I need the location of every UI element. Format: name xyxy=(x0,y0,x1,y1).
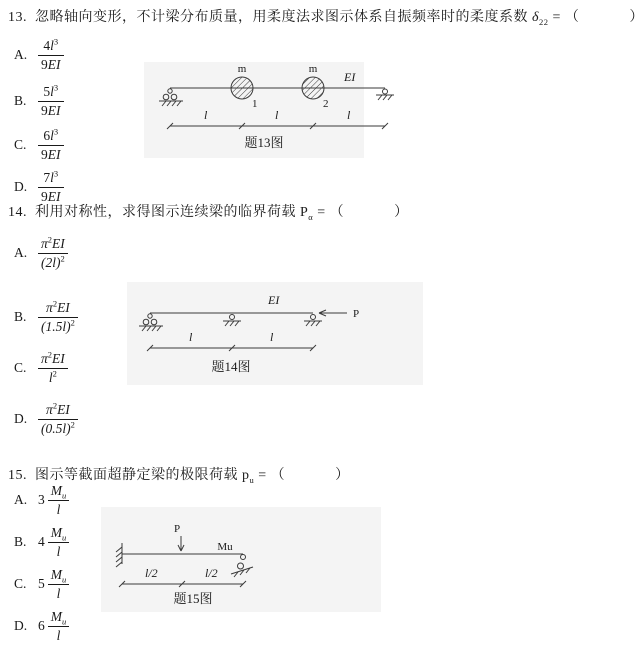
num-var: EI xyxy=(52,351,65,366)
den-base: l xyxy=(48,369,53,385)
ei-label: EI xyxy=(268,293,280,307)
dim-label-3: l xyxy=(347,108,351,122)
option-formula xyxy=(48,609,70,643)
option-formula xyxy=(38,351,68,385)
denominator xyxy=(48,500,70,518)
den-coef: 9 xyxy=(41,56,48,72)
den-var: EI xyxy=(47,146,61,162)
option-label: A. xyxy=(14,245,28,261)
num-var: EI xyxy=(57,300,70,315)
delta-symbol: δ xyxy=(532,10,540,25)
option-label: B. xyxy=(14,93,27,109)
den-exp: 2 xyxy=(52,368,57,379)
question-15-number: 15. xyxy=(8,468,27,483)
dim-label-2: l xyxy=(275,108,279,122)
num-coef: 4 xyxy=(43,38,51,53)
den-var: EI xyxy=(47,188,61,204)
den-var: l xyxy=(56,585,61,601)
option-15-c xyxy=(14,567,69,601)
option-14-b xyxy=(14,300,78,334)
option-14-c xyxy=(14,351,68,385)
den-coef: 9 xyxy=(41,102,48,118)
num-exp: 3 xyxy=(53,36,59,47)
figure-13-caption: 题13图 xyxy=(244,135,284,150)
num-exp: 2 xyxy=(52,400,58,411)
denominator xyxy=(48,584,70,602)
num-coef: 7 xyxy=(43,170,51,185)
numerator xyxy=(48,567,70,584)
den-var: l xyxy=(56,543,61,559)
denominator xyxy=(38,317,78,335)
num-exp: 3 xyxy=(53,168,59,179)
numerator xyxy=(38,402,78,419)
den-coef: 9 xyxy=(41,146,48,162)
num-var: EI xyxy=(52,236,65,251)
option-label: C. xyxy=(14,137,27,153)
num-exp: 2 xyxy=(52,298,58,309)
node-2-label: 2 xyxy=(323,98,329,110)
denominator xyxy=(38,101,64,119)
mass-2-label: m xyxy=(308,63,318,75)
numerator xyxy=(38,38,64,55)
load-label: P xyxy=(353,308,360,320)
delta-subscript: 22 xyxy=(539,16,549,27)
p-symbol: p xyxy=(242,468,250,483)
coefficient: 6 xyxy=(38,618,45,634)
den-base: (2l) xyxy=(41,254,61,270)
num-exp: 2 xyxy=(47,349,53,360)
den-exp: 2 xyxy=(60,253,65,264)
den-var: EI xyxy=(47,102,61,118)
numerator xyxy=(48,483,70,500)
p-subscript: u xyxy=(249,474,255,485)
option-label: D. xyxy=(14,618,28,634)
numerator xyxy=(48,609,70,626)
num-var: M xyxy=(50,525,62,540)
figure-15-caption: 题15图 xyxy=(173,591,213,606)
num-coef: 6 xyxy=(43,128,51,143)
den-exp: 2 xyxy=(70,419,75,430)
dim-label-1: l xyxy=(189,330,193,344)
den-var: EI xyxy=(47,56,61,72)
numerator xyxy=(38,84,64,101)
option-formula xyxy=(38,84,64,118)
figure-14-caption: 题14图 xyxy=(211,359,251,374)
pi-symbol: π xyxy=(41,351,48,366)
option-14-d xyxy=(14,402,78,436)
option-13-a xyxy=(14,38,64,72)
option-label: D. xyxy=(14,179,28,195)
question-15-text: 图示等截面超静定梁的极限荷载 xyxy=(35,468,238,483)
num-var: l xyxy=(50,84,54,99)
coefficient: 4 xyxy=(38,534,45,550)
num-exp: 3 xyxy=(53,82,59,93)
numerator xyxy=(38,128,64,145)
num-var: l xyxy=(50,38,54,53)
figure-13 xyxy=(140,60,395,160)
question-14-text: 利用对称性，求得图示连续梁的临界荷载 xyxy=(35,205,296,220)
option-15-d xyxy=(14,609,69,643)
option-formula xyxy=(38,128,64,162)
den-base: (0.5l) xyxy=(41,420,71,436)
den-var: l xyxy=(56,501,61,517)
num-sub: u xyxy=(62,490,67,501)
pi-symbol: π xyxy=(46,402,53,417)
load-label: P xyxy=(173,523,181,535)
num-exp: 2 xyxy=(47,234,53,245)
option-formula xyxy=(38,170,64,204)
roller-support-icon xyxy=(376,89,394,100)
pi-symbol: π xyxy=(41,236,48,251)
option-13-d xyxy=(14,170,64,204)
option-formula xyxy=(38,236,68,270)
option-15-a xyxy=(14,483,69,517)
option-14-a xyxy=(14,236,68,270)
question-13-number: 13. xyxy=(8,10,27,25)
option-label: C. xyxy=(14,576,27,592)
dim-label-1: l xyxy=(204,108,208,122)
option-formula xyxy=(38,402,78,436)
moment-label: Mu xyxy=(217,541,233,553)
mass-1-icon xyxy=(231,77,253,99)
num-var: EI xyxy=(57,402,70,417)
option-label: C. xyxy=(14,360,27,376)
num-sub: u xyxy=(62,532,67,543)
option-13-b xyxy=(14,84,64,118)
denominator xyxy=(48,626,70,644)
question-14-line xyxy=(8,201,409,221)
denominator xyxy=(38,419,78,437)
question-14-eq-open: = （ xyxy=(317,205,345,220)
coefficient: 3 xyxy=(38,492,45,508)
option-label: A. xyxy=(14,47,28,63)
p-subscript: α xyxy=(308,211,314,222)
num-sub: u xyxy=(62,574,67,585)
question-14-number: 14. xyxy=(8,205,27,220)
numerator xyxy=(48,525,70,542)
den-exp: 2 xyxy=(70,317,75,328)
question-14-eq-close: ） xyxy=(394,205,409,220)
option-label: B. xyxy=(14,534,27,550)
figure-15 xyxy=(95,505,385,617)
option-formula xyxy=(38,300,78,334)
numerator xyxy=(38,170,64,187)
question-13-eq-open: = （ xyxy=(552,10,580,25)
mass-1-label: m xyxy=(237,63,247,75)
numerator xyxy=(38,236,68,253)
numerator xyxy=(38,351,68,368)
question-15-eq-open: = （ xyxy=(258,468,286,483)
option-formula xyxy=(38,38,64,72)
den-var: l xyxy=(56,627,61,643)
option-15-b xyxy=(14,525,69,559)
num-var: l xyxy=(50,128,54,143)
option-label: B. xyxy=(14,309,27,325)
option-label: A. xyxy=(14,492,28,508)
den-base: (1.5l) xyxy=(41,318,71,334)
numerator xyxy=(38,300,78,317)
option-formula xyxy=(48,483,70,517)
pi-symbol: π xyxy=(46,300,53,315)
denominator xyxy=(48,542,70,560)
p-symbol: P xyxy=(300,205,309,220)
num-sub: u xyxy=(62,616,67,627)
den-coef: 9 xyxy=(41,188,48,204)
option-formula xyxy=(48,525,70,559)
option-label: D. xyxy=(14,411,28,427)
question-15-eq-close: ） xyxy=(335,468,350,483)
figure-14 xyxy=(125,280,425,390)
num-var: l xyxy=(50,170,54,185)
num-exp: 3 xyxy=(53,126,59,137)
num-var: M xyxy=(50,567,62,582)
denominator xyxy=(38,253,68,271)
dim-label-2: l xyxy=(270,330,274,344)
question-13-eq-close: ） xyxy=(629,10,644,25)
denominator xyxy=(38,55,64,73)
num-var: M xyxy=(50,483,62,498)
num-coef: 5 xyxy=(43,84,51,99)
option-13-c xyxy=(14,128,64,162)
dim-label-2: l/2 xyxy=(205,566,218,580)
coefficient: 5 xyxy=(38,576,45,592)
question-13-line xyxy=(8,6,644,26)
question-15-line xyxy=(8,464,350,484)
num-var: M xyxy=(50,609,62,624)
ei-label: EI xyxy=(344,70,356,84)
dim-label-1: l/2 xyxy=(145,566,158,580)
mass-2-icon xyxy=(302,77,324,99)
question-13-text: 忽略轴向变形，不计梁分布质量，用柔度法求图示体系自振频率时的柔度系数 xyxy=(35,10,528,25)
node-1-label: 1 xyxy=(252,98,258,110)
denominator xyxy=(38,145,64,163)
denominator xyxy=(38,368,68,386)
option-formula xyxy=(48,567,70,601)
figure-15-background xyxy=(101,507,381,612)
